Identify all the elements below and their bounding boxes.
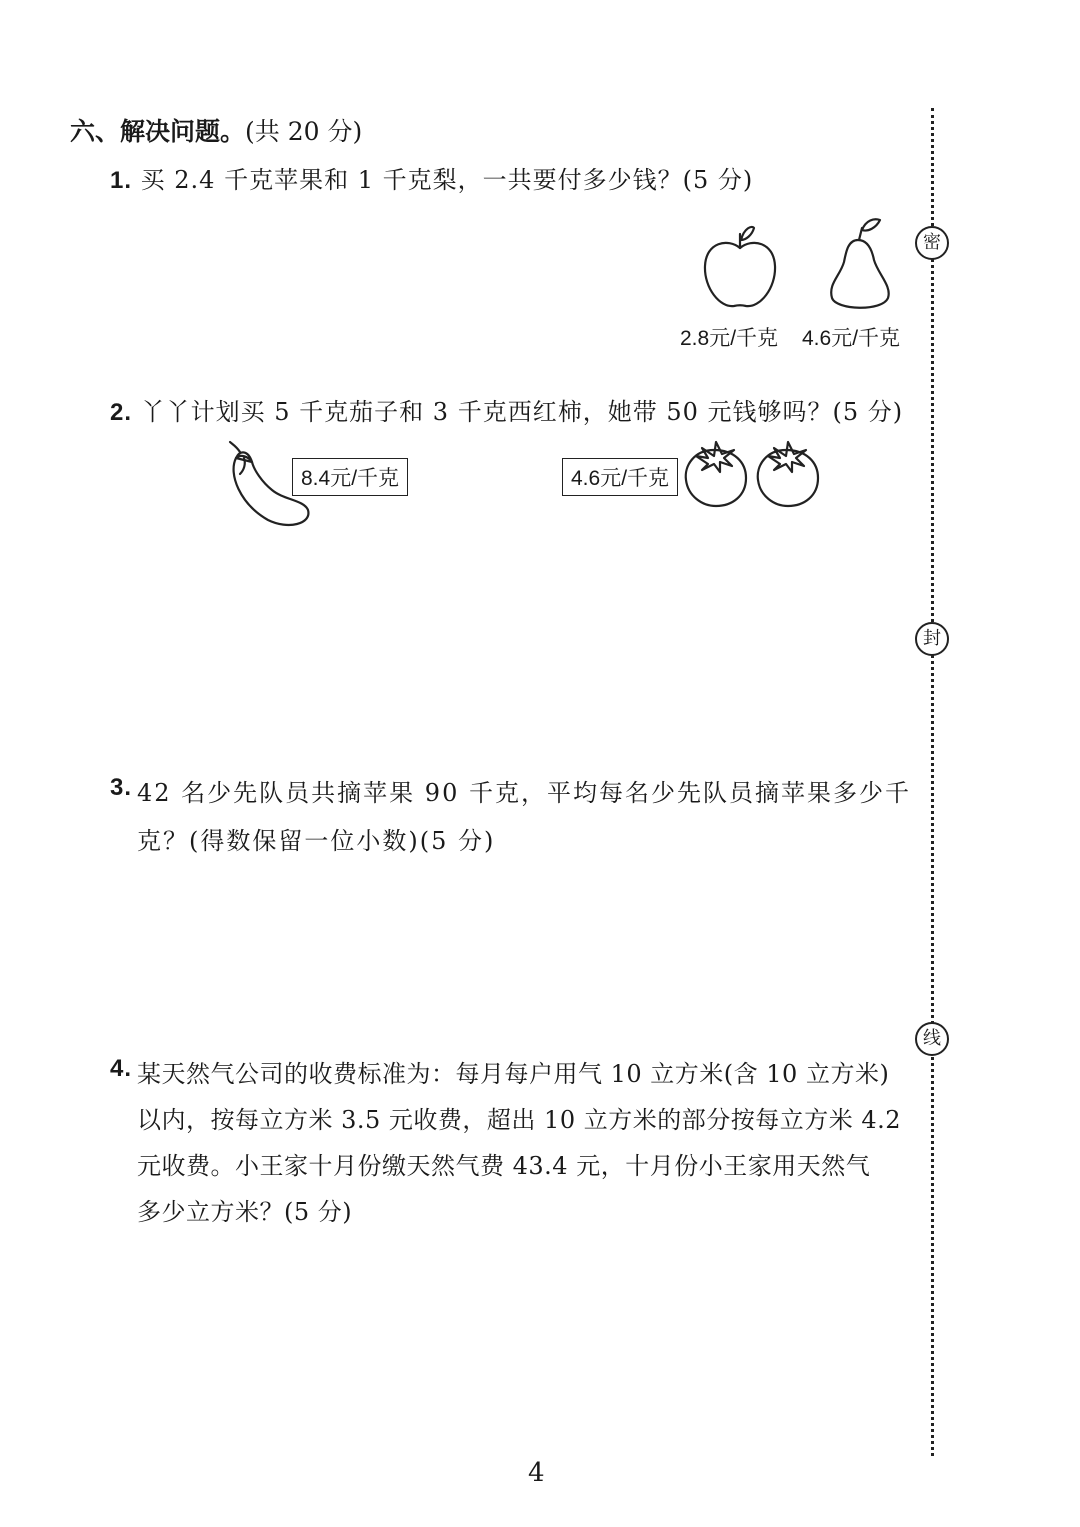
question-line: 以内，按每立方米 3.5 元收费，超出 10 立方米的部分按每立方米 4.2 (137, 1106, 902, 1134)
question-line: 克？(得数保留一位小数)(5 分) (137, 827, 496, 855)
tomato-icon (682, 436, 822, 508)
question-line: 多少立方米？(5 分) (137, 1198, 353, 1226)
tomato-price-tag: 4.6元/千克 (562, 458, 678, 496)
page-number: 4 (528, 1458, 545, 1488)
binding-dotted-line (931, 108, 934, 1456)
question-line: 元收费。小王家十月份缴天然气费 43.4 元，十月份小王家用天然气 (137, 1152, 871, 1180)
section-title (70, 112, 362, 148)
apple-icon (700, 226, 780, 316)
question-text: 买 2.4 千克苹果和 1 千克梨，一共要付多少钱？(5 分) (140, 166, 754, 194)
pear-icon (826, 218, 896, 314)
section-points: (共 20 分) (245, 117, 363, 146)
question-3 (110, 773, 132, 802)
question-2 (110, 392, 903, 427)
question-4 (110, 1054, 132, 1083)
seal-feng: 封 (915, 622, 949, 656)
apple-price: 2.8元/千克 (680, 327, 779, 350)
pear-price: 4.6元/千克 (802, 327, 901, 350)
question-line: 42 名少先队员共摘苹果 90 千克，平均每名少先队员摘苹果多少千 (137, 779, 911, 807)
question-1 (110, 160, 753, 195)
question-number: 4. (110, 1055, 133, 1082)
question-number: 2. (110, 399, 133, 426)
question-number: 3. (110, 774, 133, 801)
question-number: 1. (110, 167, 133, 194)
question-line: 某天然气公司的收费标准为：每月每户用气 10 立方米(含 10 立方米) (137, 1060, 890, 1088)
seal-mi: 密 (915, 226, 949, 260)
eggplant-price-tag: 8.4元/千克 (292, 458, 408, 496)
section-title-text: 六、解决问题。 (70, 117, 246, 146)
question-text: 丫丫计划买 5 千克茄子和 3 千克西红柿，她带 50 元钱够吗？(5 分) (140, 398, 904, 426)
seal-xian: 线 (915, 1022, 949, 1056)
